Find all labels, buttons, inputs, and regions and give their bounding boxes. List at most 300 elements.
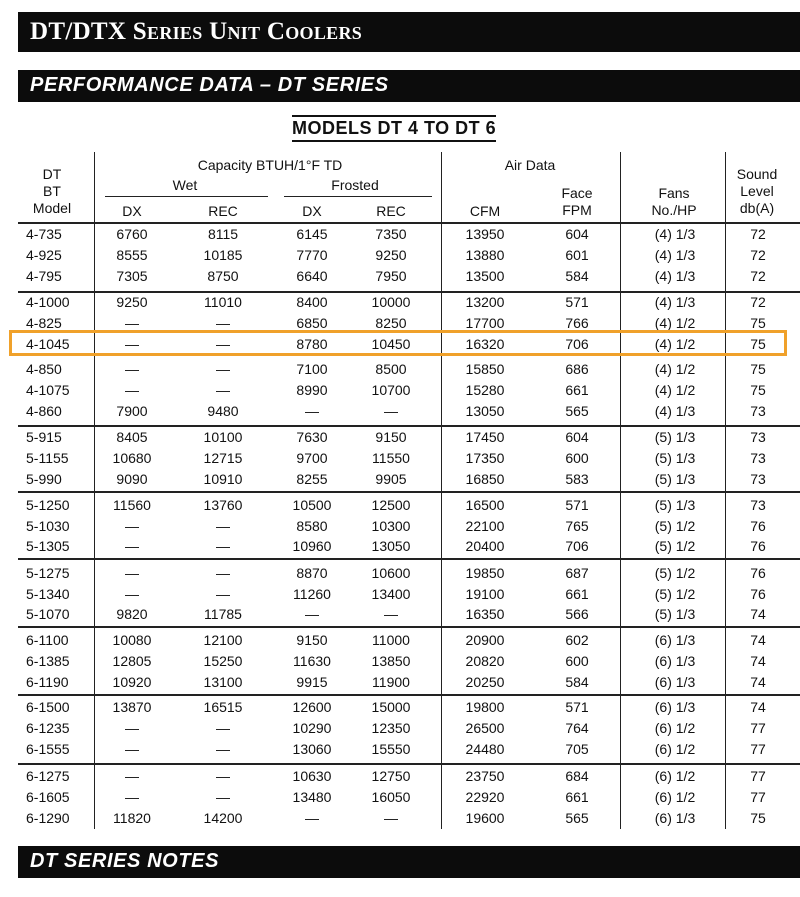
cell-sound: 77 (750, 789, 766, 805)
cell-wet-rec: — (216, 382, 230, 398)
cell-sound: 72 (750, 226, 766, 242)
cell-frosted-rec: 8500 (375, 361, 407, 377)
cell-frosted-rec: 10300 (371, 518, 411, 534)
cell-sound: 73 (750, 497, 766, 513)
cell-frosted-dx: 6850 (296, 315, 328, 331)
fans-header-line: No./HP (651, 202, 697, 218)
face-header-line: Face (561, 185, 593, 201)
cell-wet-dx: — (125, 382, 139, 398)
cell-wet-rec: — (216, 538, 230, 554)
cell-cfm: 19850 (465, 565, 505, 581)
table-row (0, 584, 800, 605)
cell-sound: 77 (750, 768, 766, 784)
cell-fans: (5) 1/2 (654, 565, 696, 581)
cell-frosted-dx: 9915 (296, 674, 328, 690)
model-header-line: BT (43, 183, 61, 199)
cell-face-fpm: 602 (565, 632, 589, 648)
cell-wet-rec: — (216, 336, 230, 352)
cell-cfm: 15280 (465, 382, 505, 398)
table-row (0, 427, 800, 448)
cell-frosted-dx: 10630 (292, 768, 332, 784)
cell-frosted-rec: 11550 (372, 450, 410, 466)
cell-wet-dx: 7305 (116, 268, 148, 284)
cell-wet-rec: — (216, 518, 230, 534)
cell-cfm: 19100 (465, 586, 505, 602)
sound-header-line: db(A) (739, 200, 775, 216)
table-row (0, 224, 800, 245)
cell-frosted-rec: 10700 (371, 382, 411, 398)
cell-model: 6-1275 (26, 768, 70, 784)
cell-fans: (6) 1/3 (654, 810, 696, 826)
cell-frosted-dx: 7770 (296, 247, 328, 263)
table-row (0, 563, 800, 584)
cell-frosted-rec: 9905 (375, 471, 407, 487)
face-header-line: FPM (562, 202, 592, 218)
cell-frosted-rec: 9250 (375, 247, 407, 263)
cell-wet-rec: 13760 (203, 497, 243, 513)
cell-face-fpm: 604 (565, 429, 589, 445)
cell-sound: 75 (750, 336, 766, 352)
cell-model: 5-1250 (26, 497, 70, 513)
cell-sound: 76 (750, 518, 766, 534)
cell-wet-rec: 8750 (207, 268, 239, 284)
sound-header-line: Level (740, 183, 774, 199)
cell-cfm: 24480 (465, 741, 505, 757)
wet-header: Wet (172, 177, 198, 193)
cell-cfm: 13500 (465, 268, 505, 284)
cell-model: 5-990 (26, 471, 62, 487)
cell-face-fpm: 600 (565, 653, 589, 669)
cell-cfm: 13050 (465, 403, 505, 419)
cell-frosted-rec: — (384, 810, 398, 826)
cell-fans: (6) 1/3 (654, 674, 696, 690)
table-row (0, 448, 800, 469)
cell-frosted-dx: 10500 (292, 497, 332, 513)
cell-face-fpm: 661 (565, 586, 589, 602)
cell-wet-dx: 12805 (112, 653, 152, 669)
cell-frosted-rec: 16050 (371, 789, 411, 805)
title-bar (18, 12, 800, 52)
cell-frosted-dx: 11260 (293, 586, 331, 602)
cell-fans: (5) 1/3 (654, 471, 696, 487)
cell-cfm: 17700 (465, 315, 505, 331)
cell-cfm: 16500 (465, 497, 505, 513)
table-row (0, 718, 800, 739)
table-row (0, 808, 800, 829)
cell-wet-rec: 12100 (203, 632, 243, 648)
cell-fans: (6) 1/3 (654, 653, 696, 669)
cell-model: 6-1190 (26, 674, 69, 690)
cell-wet-rec: 11785 (204, 606, 242, 622)
model-header-line: Model (32, 200, 72, 216)
cell-wet-rec: 12715 (203, 450, 243, 466)
cell-wet-rec: 8115 (207, 226, 239, 242)
cell-frosted-rec: 12500 (371, 497, 411, 513)
cell-frosted-dx: 8400 (296, 294, 328, 310)
models-rule-bottom (292, 140, 496, 142)
cell-frosted-rec: 13050 (371, 538, 411, 554)
cell-face-fpm: 765 (565, 518, 589, 534)
cell-fans: (6) 1/2 (654, 768, 696, 784)
cell-model: 4-925 (26, 247, 62, 263)
cell-face-fpm: 661 (565, 382, 589, 398)
cell-sound: 75 (750, 382, 766, 398)
cell-frosted-rec: 12750 (371, 768, 411, 784)
table-row (0, 495, 800, 516)
cell-fans: (4) 1/2 (654, 315, 696, 331)
cell-model: 6-1605 (26, 789, 70, 805)
cell-wet-rec: 10100 (203, 429, 243, 445)
cell-cfm: 19600 (465, 810, 505, 826)
cell-frosted-rec: 12350 (371, 720, 411, 736)
model-header (22, 166, 82, 217)
cell-wet-rec: — (216, 789, 230, 805)
cell-model: 6-1385 (26, 653, 70, 669)
table-row (0, 604, 800, 625)
cell-model: 4-850 (26, 361, 62, 377)
row-highlight-box (9, 330, 787, 356)
cell-sound: 75 (750, 315, 766, 331)
cell-sound: 74 (750, 674, 766, 690)
cell-frosted-rec: 10600 (371, 565, 411, 581)
cell-sound: 74 (750, 699, 766, 715)
cell-face-fpm: 601 (565, 247, 589, 263)
cell-face-fpm: 566 (565, 606, 589, 622)
cell-cfm: 16350 (465, 606, 505, 622)
cell-frosted-rec: 15000 (371, 699, 411, 715)
cell-cfm: 15850 (465, 361, 505, 377)
cell-wet-dx: 10680 (112, 450, 152, 466)
cell-cfm: 20400 (465, 538, 505, 554)
cell-frosted-dx: 7100 (296, 361, 328, 377)
cell-face-fpm: 584 (565, 268, 589, 284)
cell-face-fpm: 706 (565, 336, 589, 352)
cell-face-fpm: 687 (565, 565, 589, 581)
models-rule-top (292, 115, 496, 117)
page-title: DT/DTX Series Unit Coolers (30, 18, 363, 45)
cell-wet-rec: — (216, 565, 230, 581)
cell-frosted-rec: 8250 (375, 315, 407, 331)
cell-frosted-dx: 8580 (296, 518, 328, 534)
cell-cfm: 13200 (465, 294, 505, 310)
group-separator (18, 694, 800, 696)
cell-fans: (4) 1/3 (654, 294, 696, 310)
cell-wet-rec: — (216, 361, 230, 377)
cell-model: 5-1305 (26, 538, 70, 554)
cell-wet-dx: 11820 (113, 810, 151, 826)
cell-frosted-rec: 11000 (372, 632, 410, 648)
table-row (0, 380, 800, 401)
cell-sound: 74 (750, 606, 766, 622)
cell-sound: 72 (750, 247, 766, 263)
cell-model: 5-1155 (26, 450, 69, 466)
table-row (0, 401, 800, 422)
cell-frosted-dx: — (305, 606, 319, 622)
cell-wet-dx: 8405 (116, 429, 148, 445)
cell-face-fpm: 661 (565, 789, 589, 805)
cell-model: 4-1075 (26, 382, 70, 398)
cell-model: 4-1000 (26, 294, 70, 310)
table-row (0, 630, 800, 651)
fans-header (628, 185, 720, 219)
cell-wet-dx: — (125, 315, 139, 331)
table-row (0, 359, 800, 380)
cell-wet-dx: 10080 (112, 632, 152, 648)
section-title: PERFORMANCE DATA – DT SERIES (30, 74, 389, 96)
cell-face-fpm: 706 (565, 538, 589, 554)
group-separator (18, 491, 800, 493)
cell-sound: 73 (750, 450, 766, 466)
cell-frosted-rec: 11900 (372, 674, 410, 690)
cell-cfm: 22920 (465, 789, 505, 805)
cell-model: 5-1070 (26, 606, 70, 622)
cell-frosted-dx: 8870 (296, 565, 328, 581)
cell-wet-rec: 14200 (203, 810, 243, 826)
cell-model: 5-1030 (26, 518, 70, 534)
cell-face-fpm: 584 (565, 674, 589, 690)
cell-cfm: 16320 (465, 336, 505, 352)
cell-fans: (6) 1/3 (654, 699, 696, 715)
cell-model: 4-795 (26, 268, 62, 284)
cell-frosted-dx: 9700 (296, 450, 328, 466)
cell-model: 4-825 (26, 315, 62, 331)
table-row (0, 536, 800, 557)
cell-frosted-dx: 6145 (296, 226, 328, 242)
cell-fans: (4) 1/2 (654, 336, 696, 352)
cell-wet-rec: 11010 (204, 294, 242, 310)
cell-sound: 72 (750, 294, 766, 310)
cell-fans: (5) 1/2 (654, 586, 696, 602)
cell-wet-dx: 8555 (116, 247, 148, 263)
frosted-header: Frosted (331, 177, 379, 193)
cell-wet-rec: — (216, 720, 230, 736)
cell-frosted-dx: 8255 (296, 471, 328, 487)
cell-wet-dx: — (125, 361, 139, 377)
cell-model: 4-1045 (26, 336, 70, 352)
air-data-header: Air Data (504, 157, 556, 173)
group-separator (18, 626, 800, 628)
cell-model: 5-1275 (26, 565, 70, 581)
cell-wet-dx: — (125, 720, 139, 736)
cell-wet-dx: — (125, 336, 139, 352)
cell-frosted-dx: 8990 (296, 382, 328, 398)
cell-frosted-dx: 6640 (296, 268, 328, 284)
cell-cfm: 20900 (465, 632, 505, 648)
table-row (0, 672, 800, 693)
notes-bar (18, 846, 800, 878)
models-heading-text: MODELS DT 4 TO DT 6 (292, 118, 497, 138)
cell-wet-dx: — (125, 768, 139, 784)
cell-frosted-dx: 10960 (292, 538, 332, 554)
cell-cfm: 20820 (465, 653, 505, 669)
cell-fans: (5) 1/3 (654, 497, 696, 513)
cell-model: 6-1555 (26, 741, 70, 757)
cell-frosted-rec: — (384, 606, 398, 622)
table-row (0, 516, 800, 537)
cell-fans: (6) 1/2 (654, 720, 696, 736)
cell-frosted-dx: 7630 (296, 429, 328, 445)
cell-sound: 75 (750, 361, 766, 377)
group-separator (18, 763, 800, 765)
table-row (0, 766, 800, 787)
cell-frosted-rec: 15550 (371, 741, 411, 757)
cell-wet-rec: 10910 (203, 471, 243, 487)
cell-wet-rec: 9480 (207, 403, 239, 419)
models-heading (292, 118, 496, 139)
cell-frosted-dx: — (305, 403, 319, 419)
table-row (0, 697, 800, 718)
cell-fans: (5) 1/3 (654, 606, 696, 622)
cell-cfm: 13880 (465, 247, 505, 263)
group-separator (18, 558, 800, 560)
cell-frosted-dx: 11630 (293, 653, 331, 669)
cell-face-fpm: 583 (565, 471, 589, 487)
rec-frosted-header: REC (376, 203, 406, 219)
table-row (0, 739, 800, 760)
cell-wet-dx: 10920 (112, 674, 152, 690)
cell-frosted-rec: 13850 (371, 653, 411, 669)
cell-face-fpm: 764 (565, 720, 589, 736)
cell-wet-dx: — (125, 518, 139, 534)
dx-wet-header: DX (122, 203, 142, 219)
cell-cfm: 13950 (465, 226, 505, 242)
cell-model: 6-1235 (26, 720, 70, 736)
cell-model: 5-915 (26, 429, 62, 445)
table-row (0, 292, 800, 313)
cell-frosted-dx: 13480 (292, 789, 332, 805)
cell-wet-rec: 15250 (203, 653, 243, 669)
table-row (0, 787, 800, 808)
cell-sound: 76 (750, 586, 766, 602)
cell-fans: (6) 1/2 (654, 741, 696, 757)
cell-wet-rec: 13100 (203, 674, 243, 690)
cell-wet-dx: 9250 (116, 294, 148, 310)
cell-frosted-dx: 12600 (292, 699, 332, 715)
cell-sound: 76 (750, 565, 766, 581)
cell-frosted-rec: 10450 (371, 336, 411, 352)
cell-fans: (4) 1/3 (654, 403, 696, 419)
cell-fans: (4) 1/3 (654, 247, 696, 263)
fans-header-line: Fans (658, 185, 690, 201)
cell-wet-dx: 6760 (116, 226, 148, 242)
cell-cfm: 17450 (465, 429, 505, 445)
cell-frosted-rec: 7350 (375, 226, 407, 242)
cfm-header: CFM (469, 203, 501, 219)
cell-frosted-rec: — (384, 403, 398, 419)
cell-face-fpm: 571 (565, 294, 589, 310)
wet-underline (105, 196, 268, 197)
cell-wet-rec: — (216, 768, 230, 784)
cell-sound: 77 (750, 720, 766, 736)
cell-frosted-dx: 10290 (292, 720, 332, 736)
cell-cfm: 17350 (465, 450, 505, 466)
sound-header-line: Sound (736, 166, 778, 182)
cell-fans: (4) 1/3 (654, 268, 696, 284)
cell-fans: (5) 1/2 (654, 538, 696, 554)
cell-frosted-dx: — (305, 810, 319, 826)
cell-wet-dx: — (125, 789, 139, 805)
cell-fans: (5) 1/2 (654, 518, 696, 534)
cell-face-fpm: 684 (565, 768, 589, 784)
cell-frosted-dx: 8780 (296, 336, 328, 352)
cell-frosted-rec: 10000 (371, 294, 411, 310)
notes-title: DT SERIES NOTES (30, 850, 220, 872)
face-fpm-header (542, 185, 612, 219)
frosted-underline (284, 196, 432, 197)
cell-model: 4-735 (26, 226, 62, 242)
cell-face-fpm: 766 (565, 315, 589, 331)
rec-wet-header: REC (208, 203, 238, 219)
cell-frosted-dx: 9150 (296, 632, 328, 648)
cell-wet-rec: — (216, 315, 230, 331)
cell-frosted-dx: 13060 (292, 741, 332, 757)
cell-fans: (5) 1/3 (654, 429, 696, 445)
cell-wet-dx: — (125, 538, 139, 554)
cell-wet-rec: — (216, 741, 230, 757)
cell-wet-rec: 16515 (203, 699, 243, 715)
cell-face-fpm: 705 (565, 741, 589, 757)
cell-sound: 74 (750, 653, 766, 669)
cell-fans: (6) 1/2 (654, 789, 696, 805)
cell-sound: 77 (750, 741, 766, 757)
table-row (0, 245, 800, 266)
cell-frosted-rec: 7950 (375, 268, 407, 284)
cell-fans: (4) 1/3 (654, 226, 696, 242)
cell-wet-dx: 9820 (116, 606, 148, 622)
cell-frosted-rec: 13400 (371, 586, 411, 602)
table-row (0, 651, 800, 672)
cell-wet-dx: 9090 (116, 471, 148, 487)
cell-cfm: 23750 (465, 768, 505, 784)
cell-wet-dx: — (125, 741, 139, 757)
dx-frosted-header: DX (302, 203, 322, 219)
cell-wet-rec: — (216, 586, 230, 602)
cell-fans: (4) 1/2 (654, 361, 696, 377)
cell-cfm: 16850 (465, 471, 505, 487)
cell-wet-dx: 7900 (116, 403, 148, 419)
cell-fans: (4) 1/2 (654, 382, 696, 398)
cell-wet-dx: — (125, 565, 139, 581)
cell-cfm: 19800 (465, 699, 505, 715)
cell-wet-dx: — (125, 586, 139, 602)
cell-fans: (6) 1/3 (654, 632, 696, 648)
model-header-line: DT (42, 166, 62, 182)
cell-model: 6-1290 (26, 810, 70, 826)
cell-sound: 72 (750, 268, 766, 284)
cell-fans: (5) 1/3 (654, 450, 696, 466)
cell-model: 5-1340 (26, 586, 70, 602)
table-row (0, 266, 800, 287)
cell-face-fpm: 565 (565, 810, 589, 826)
cell-sound: 73 (750, 429, 766, 445)
cell-cfm: 26500 (465, 720, 505, 736)
cell-wet-dx: 13870 (112, 699, 152, 715)
cell-face-fpm: 565 (565, 403, 589, 419)
cell-face-fpm: 571 (565, 497, 589, 513)
cell-cfm: 20250 (465, 674, 505, 690)
sound-header (728, 166, 786, 217)
cell-sound: 76 (750, 538, 766, 554)
table-row (0, 469, 800, 490)
cell-model: 6-1100 (26, 632, 69, 648)
cell-wet-dx: 11560 (113, 497, 151, 513)
cell-model: 6-1500 (26, 699, 70, 715)
cell-sound: 73 (750, 403, 766, 419)
cell-frosted-rec: 9150 (375, 429, 407, 445)
cell-cfm: 22100 (465, 518, 505, 534)
cell-face-fpm: 604 (565, 226, 589, 242)
section-bar (18, 70, 800, 102)
